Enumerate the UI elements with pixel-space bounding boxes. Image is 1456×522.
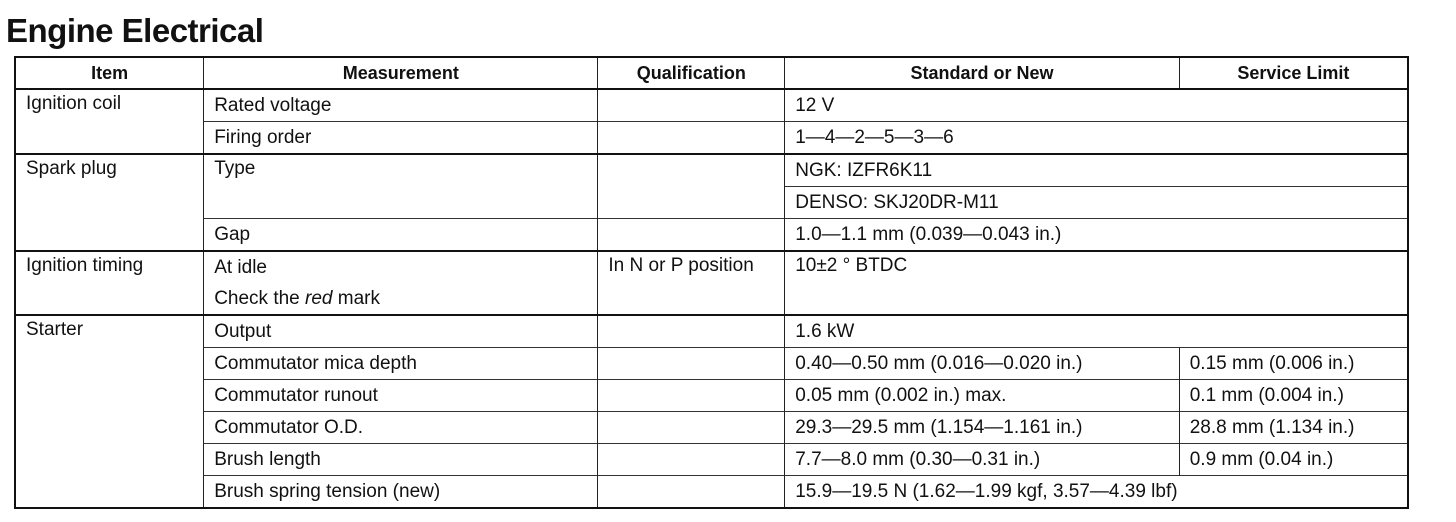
check-suffix: mark (332, 287, 380, 309)
table-header-row (15, 57, 1408, 89)
measurement-cell: Commutator runout (204, 380, 598, 412)
measurement-cell: Brush spring tension (new) (204, 476, 598, 509)
measurement-cell: Rated voltage (204, 89, 598, 122)
table-row (15, 348, 1408, 380)
qualification-cell (598, 315, 785, 348)
standard-cell: 0.05 mm (0.002 in.) max. (785, 380, 1180, 412)
measurement-cell: Commutator mica depth (204, 348, 598, 380)
standard-cell: 1—4—2—5—3—6 (785, 122, 1408, 155)
measurement-cell (204, 283, 598, 315)
table-row (15, 251, 1408, 283)
qualification-cell (598, 412, 785, 444)
standard-cell: DENSO: SKJ20DR-M11 (785, 187, 1408, 219)
table-row (15, 154, 1408, 187)
table-row (15, 412, 1408, 444)
item-cell: Ignition timing (15, 251, 204, 315)
standard-cell: 12 V (785, 89, 1408, 122)
qualification-cell (598, 476, 785, 509)
check-emphasis: red (305, 287, 333, 309)
col-header-qualification: Qualification (598, 57, 785, 89)
standard-cell: 10±2 ° BTDC (785, 251, 1408, 315)
measurement-cell: Output (204, 315, 598, 348)
col-header-service-limit: Service Limit (1179, 57, 1408, 89)
item-cell: Starter (15, 315, 204, 508)
col-header-item: Item (15, 57, 204, 89)
table-row (15, 444, 1408, 476)
qualification-cell (598, 348, 785, 380)
qualification-cell (598, 154, 785, 219)
table-row (15, 380, 1408, 412)
table-row (15, 122, 1408, 155)
qualification-cell (598, 444, 785, 476)
measurement-cell: Type (204, 154, 598, 219)
col-header-measurement: Measurement (204, 57, 598, 89)
table-row (15, 476, 1408, 509)
check-prefix: Check the (214, 287, 306, 309)
standard-cell: 1.6 kW (785, 315, 1408, 348)
measurement-cell: Gap (204, 219, 598, 252)
standard-cell: 1.0—1.1 mm (0.039—0.043 in.) (785, 219, 1408, 252)
standard-cell: 0.40—0.50 mm (0.016—0.020 in.) (785, 348, 1180, 380)
qualification-cell (598, 219, 785, 252)
standard-cell: NGK: IZFR6K11 (785, 154, 1408, 187)
table-row (15, 315, 1408, 348)
measurement-cell: Firing order (204, 122, 598, 155)
col-header-standard: Standard or New (785, 57, 1180, 89)
service-limit-cell: 28.8 mm (1.134 in.) (1179, 412, 1408, 444)
page-title: Engine Electrical (6, 12, 264, 49)
table-row (15, 89, 1408, 122)
standard-cell: 7.7—8.0 mm (0.30—0.31 in.) (785, 444, 1180, 476)
service-limit-cell: 0.9 mm (0.04 in.) (1179, 444, 1408, 476)
measurement-cell: Commutator O.D. (204, 412, 598, 444)
table-row (15, 219, 1408, 252)
qualification-cell: In N or P position (598, 251, 785, 315)
standard-cell: 29.3—29.5 mm (1.154—1.161 in.) (785, 412, 1180, 444)
spec-table (14, 56, 1409, 509)
qualification-cell (598, 89, 785, 122)
qualification-cell (598, 122, 785, 155)
qualification-cell (598, 380, 785, 412)
standard-cell: 15.9—19.5 N (1.62—1.99 kgf, 3.57—4.39 lbf) (785, 476, 1408, 509)
item-cell: Ignition coil (15, 89, 204, 154)
service-limit-cell: 0.15 mm (0.006 in.) (1179, 348, 1408, 380)
item-cell: Spark plug (15, 154, 204, 251)
measurement-cell: At idle (204, 251, 598, 283)
measurement-cell: Brush length (204, 444, 598, 476)
service-limit-cell: 0.1 mm (0.004 in.) (1179, 380, 1408, 412)
